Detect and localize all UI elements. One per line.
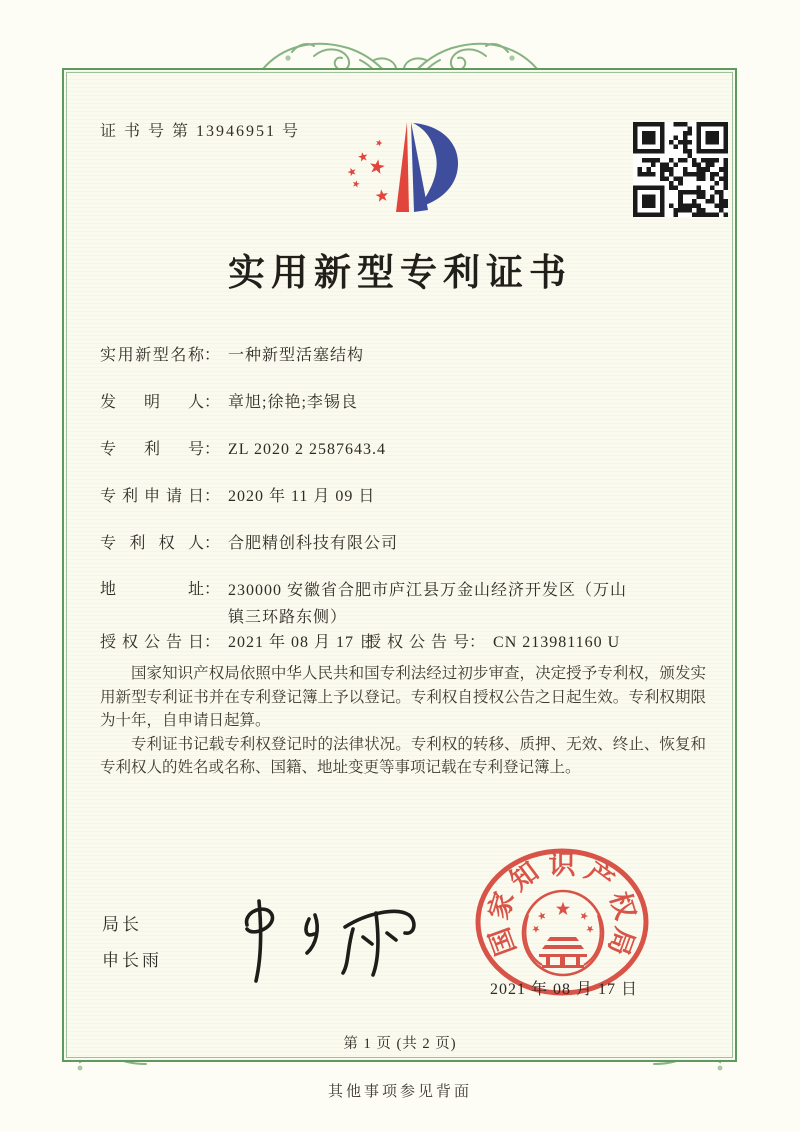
field-row-patent-number: [100, 437, 386, 463]
colon: ：: [204, 488, 221, 505]
grant-number-pair: [365, 630, 620, 656]
field-value: 2021 年 08 月 17 日: [228, 634, 377, 651]
director-name: 申长雨: [102, 951, 162, 970]
field-row-address: [100, 577, 628, 631]
logo-red-wedge: [396, 122, 409, 212]
field-label: 授权公告日: [100, 634, 204, 651]
director-title: 局长: [102, 915, 142, 934]
qr-code: [633, 122, 728, 217]
field-label: 专利申请日: [100, 488, 204, 505]
legal-text: [100, 662, 706, 780]
svg-text:家: 家: [483, 888, 520, 923]
field-row-grant: [100, 630, 621, 656]
back-side-note: 其他事项参见背面: [327, 1084, 472, 1100]
colon: ：: [204, 394, 221, 411]
svg-text:识: 识: [548, 850, 576, 880]
certificate-number: 证 书 号 第 13946951 号: [100, 123, 301, 140]
field-row-patentee: [100, 531, 398, 557]
colon: ：: [204, 535, 221, 552]
legal-paragraph-2: 专利证书记载专利权登记时的法律状况。专利权的转移、质押、无效、终止、恢复和专利权人的姓名或名称、国籍、地址变更等事项记载在专利登记簿上。: [100, 735, 706, 776]
colon: ：: [204, 441, 221, 458]
field-value: ZL 2020 2 2587643.4: [228, 441, 386, 458]
legal-paragraph-1: 国家知识产权局依照中华人民共和国专利法经过初步审查，决定授予专利权，颁发实用新型专利证书并在专利登记簿上予以登记。专利权自授权公告之日起生效。专利权期限为十年，自申请日起算。: [100, 665, 706, 729]
cnipa-logo: [338, 110, 508, 236]
field-row-filing-date: [100, 484, 375, 510]
svg-text:局: 局: [602, 923, 640, 960]
field-value: CN 213981160 U: [493, 634, 621, 651]
colon: ：: [204, 347, 221, 364]
field-value: 章旭;徐艳;李锡良: [228, 394, 358, 411]
seal-date: 2021 年 08 月 17 日: [490, 981, 639, 998]
field-row-inventors: [100, 390, 358, 416]
field-value: 合肥精创科技有限公司: [228, 535, 399, 552]
field-value: 230000 安徽省合肥市庐江县万金山经济开发区（万山镇三环路东侧）: [228, 582, 628, 626]
colon: ：: [469, 634, 486, 651]
page-number: 第 1 页 (共 2 页): [343, 1036, 457, 1052]
svg-text:权: 权: [604, 888, 641, 923]
certificate-title: 实用新型专利证书: [228, 253, 572, 294]
field-label: 专利权人: [100, 535, 204, 552]
director-signature: [225, 893, 435, 989]
colon: ：: [204, 581, 221, 598]
svg-text:产: 产: [579, 856, 620, 897]
field-label: 发明人: [100, 394, 204, 411]
field-label: 地址: [100, 581, 204, 598]
svg-text:国: 国: [484, 923, 522, 960]
field-value: 一种新型活塞结构: [228, 347, 365, 364]
field-label: 授权公告号: [365, 634, 469, 651]
seal-emblem: [531, 902, 596, 968]
field-label: 实用新型名称: [100, 347, 204, 364]
colon: ：: [204, 634, 221, 651]
field-value: 2020 年 11 月 09 日: [228, 488, 376, 505]
field-label: 专利号: [100, 441, 204, 458]
svg-text:知: 知: [504, 856, 545, 897]
field-row-name: [100, 343, 364, 369]
